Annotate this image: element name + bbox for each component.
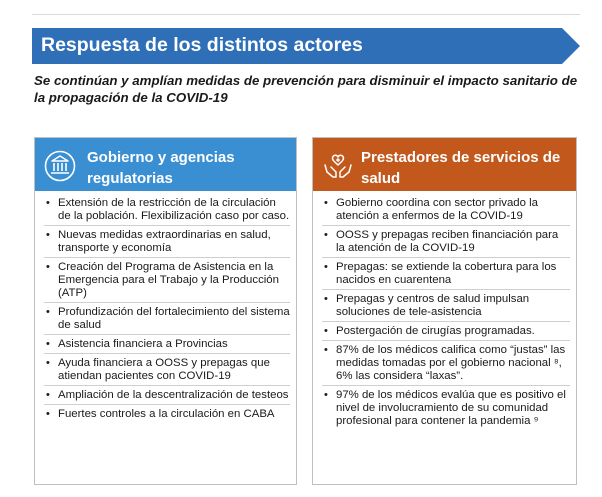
list-item: • Prepagas y centros de salud impulsan soluciones de tele-asistencia — [322, 292, 570, 322]
top-divider — [32, 14, 580, 15]
banner-title: Respuesta de los distintos actores — [41, 34, 363, 56]
list-item: • Prepagas: se extiende la cobertura para los nacidos en cuarentena — [322, 260, 570, 290]
government-building-icon — [44, 150, 76, 182]
list-item: • Asistencia financiera a Provincias — [44, 337, 290, 354]
list-item: • Gobierno coordina con sector privado la atención a enfermos de la COVID-19 — [322, 196, 570, 226]
government-measures-list — [35, 196, 296, 425]
health-providers-panel-title: Prestadores de servicios de salud — [361, 149, 561, 187]
list-item: • Fuertes controles a la circulación en CABA — [44, 407, 290, 423]
list-item: • 87% de los médicos califica como “justas” las medidas tomadas por el gobierno nacional ⁸, 6% las considera “laxas”. — [322, 343, 570, 386]
list-item: • 97% de los médicos evalúa que es positivo el nivel de involucramiento de su comunidad profesional para contener la pandemia ⁹ — [322, 388, 570, 430]
government-panel-title: Gobierno y agencias regulatorias — [87, 149, 235, 187]
section-banner — [32, 28, 580, 64]
list-item: • OOSS y prepagas reciben financiación para la atención de la COVID-19 — [322, 228, 570, 258]
list-item: • Postergación de cirugías programadas. — [322, 324, 570, 341]
health-providers-panel-header — [313, 138, 576, 191]
list-item: • Nuevas medidas extraordinarias en salud, transporte y economía — [44, 228, 290, 258]
health-providers-list — [313, 196, 576, 432]
government-panel-header — [35, 138, 296, 191]
government-panel — [34, 137, 297, 485]
section-subtitle: Se continúan y amplían medidas de prevención para disminuir el impacto sanitario de la propagación de la COVID-19 — [34, 73, 578, 105]
list-item: • Extensión de la restricción de la circulación de la población. Flexibilización caso por caso. — [44, 196, 290, 226]
list-item: • Creación del Programa de Asistencia en la Emergencia para el Trabajo y la Producción (ATP) — [44, 260, 290, 303]
list-item: • Ayuda financiera a OOSS y prepagas que atiendan pacientes con COVID-19 — [44, 356, 290, 386]
heart-hands-icon — [322, 150, 354, 182]
list-item: • Profundización del fortalecimiento del sistema de salud — [44, 305, 290, 335]
health-providers-panel — [312, 137, 577, 485]
list-item: • Ampliación de la descentralización de testeos — [44, 388, 290, 405]
